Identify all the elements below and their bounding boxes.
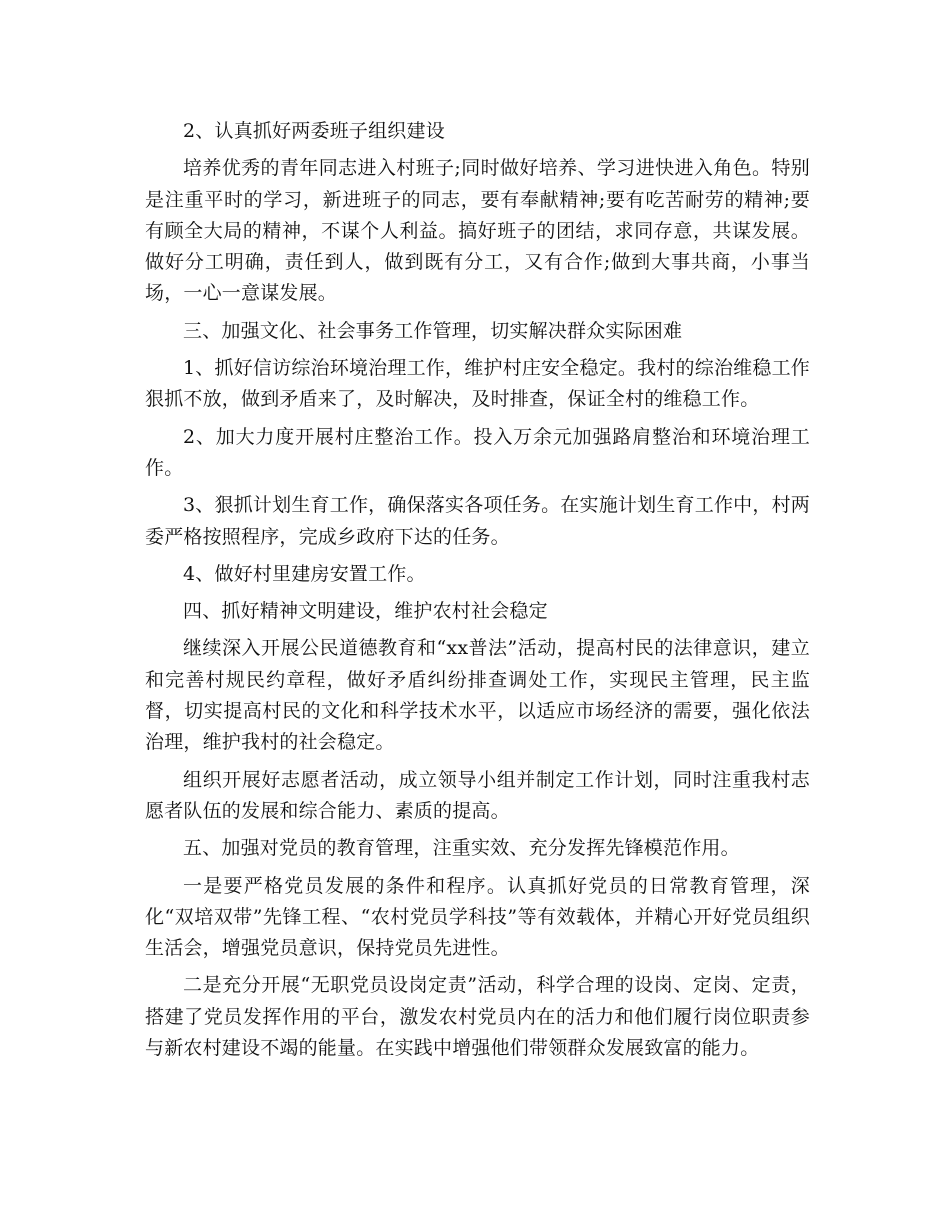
paragraph-village-renovation: 2、加大力度开展村庄整治工作。投入万余元加强路肩整治和环境治理工作。	[145, 425, 810, 479]
subheading-two-committees: 2、认真抓好两委班子组织建设	[183, 120, 445, 142]
paragraph-team-building: 培养优秀的青年同志进入村班子;同时做好培养、学习进快进入角色。特别是注重平时的学习，新进班子的同志，要有奉献精神;要有吃苦耐劳的精神;要有顾全大局的精神，不谋个人利益。搞好班子的团结，求同存意，共谋发展。做好分工明确，责任到人，做到既有分工，又有合作;做到大事共商，小事当场，一心一意谋发展。	[145, 157, 810, 305]
section-heading-three: 三、加强文化、社会事务工作管理，切实解决群众实际困难	[183, 319, 683, 342]
paragraph-petition-governance: 1、抓好信访综治环境治理工作，维护村庄安全稳定。我村的综治维稳工作狠抓不放，做到矛盾来了，及时解决，及时排查，保证全村的维稳工作。	[145, 357, 810, 411]
paragraph-housing: 4、做好村里建房安置工作。	[183, 562, 426, 585]
document-body	[145, 116, 810, 1064]
paragraph-family-planning: 3、狠抓计划生育工作，确保落实各项任务。在实施计划生育工作中，村两委严格按照程序，完成乡政府下达的任务。	[145, 494, 810, 548]
paragraph-volunteers: 组织开展好志愿者活动，成立领导小组并制定工作计划，同时注重我村志愿者队伍的发展和综合能力、素质的提高。	[145, 768, 810, 822]
section-heading-four: 四、抓好精神文明建设，维护农村社会稳定	[183, 600, 548, 623]
paragraph-party-member-development: 一是要严格党员发展的条件和程序。认真抓好党员的日常教育管理，深化“双培双带”先锋工程、“农村党员学科技”等有效载体，并精心开好党员组织生活会，增强党员意识，保持党员先进性。	[145, 874, 810, 960]
paragraph-legal-education: 继续深入开展公民道德教育和“xx普法”活动，提高村民的法律意识，建立和完善村规民约章程，做好矛盾纠纷排查调处工作，实现民主管理，民主监督，切实提高村民的文化和科学技术水平，以适应市场经济的需要，强化依法治理，维护我村的社会稳定。	[145, 637, 810, 754]
paragraph-party-member-posts: 二是充分开展“无职党员设岗定责”活动，科学合理的设岗、定岗、定责，搭建了党员发挥作用的平台，激发农村党员内在的活力和他们履行岗位职责参与新农村建设不竭的能量。在实践中增强他们带领群众发展致富的能力。	[145, 974, 810, 1060]
section-heading-five: 五、加强对党员的教育管理，注重实效、充分发挥先锋模范作用。	[183, 837, 740, 860]
